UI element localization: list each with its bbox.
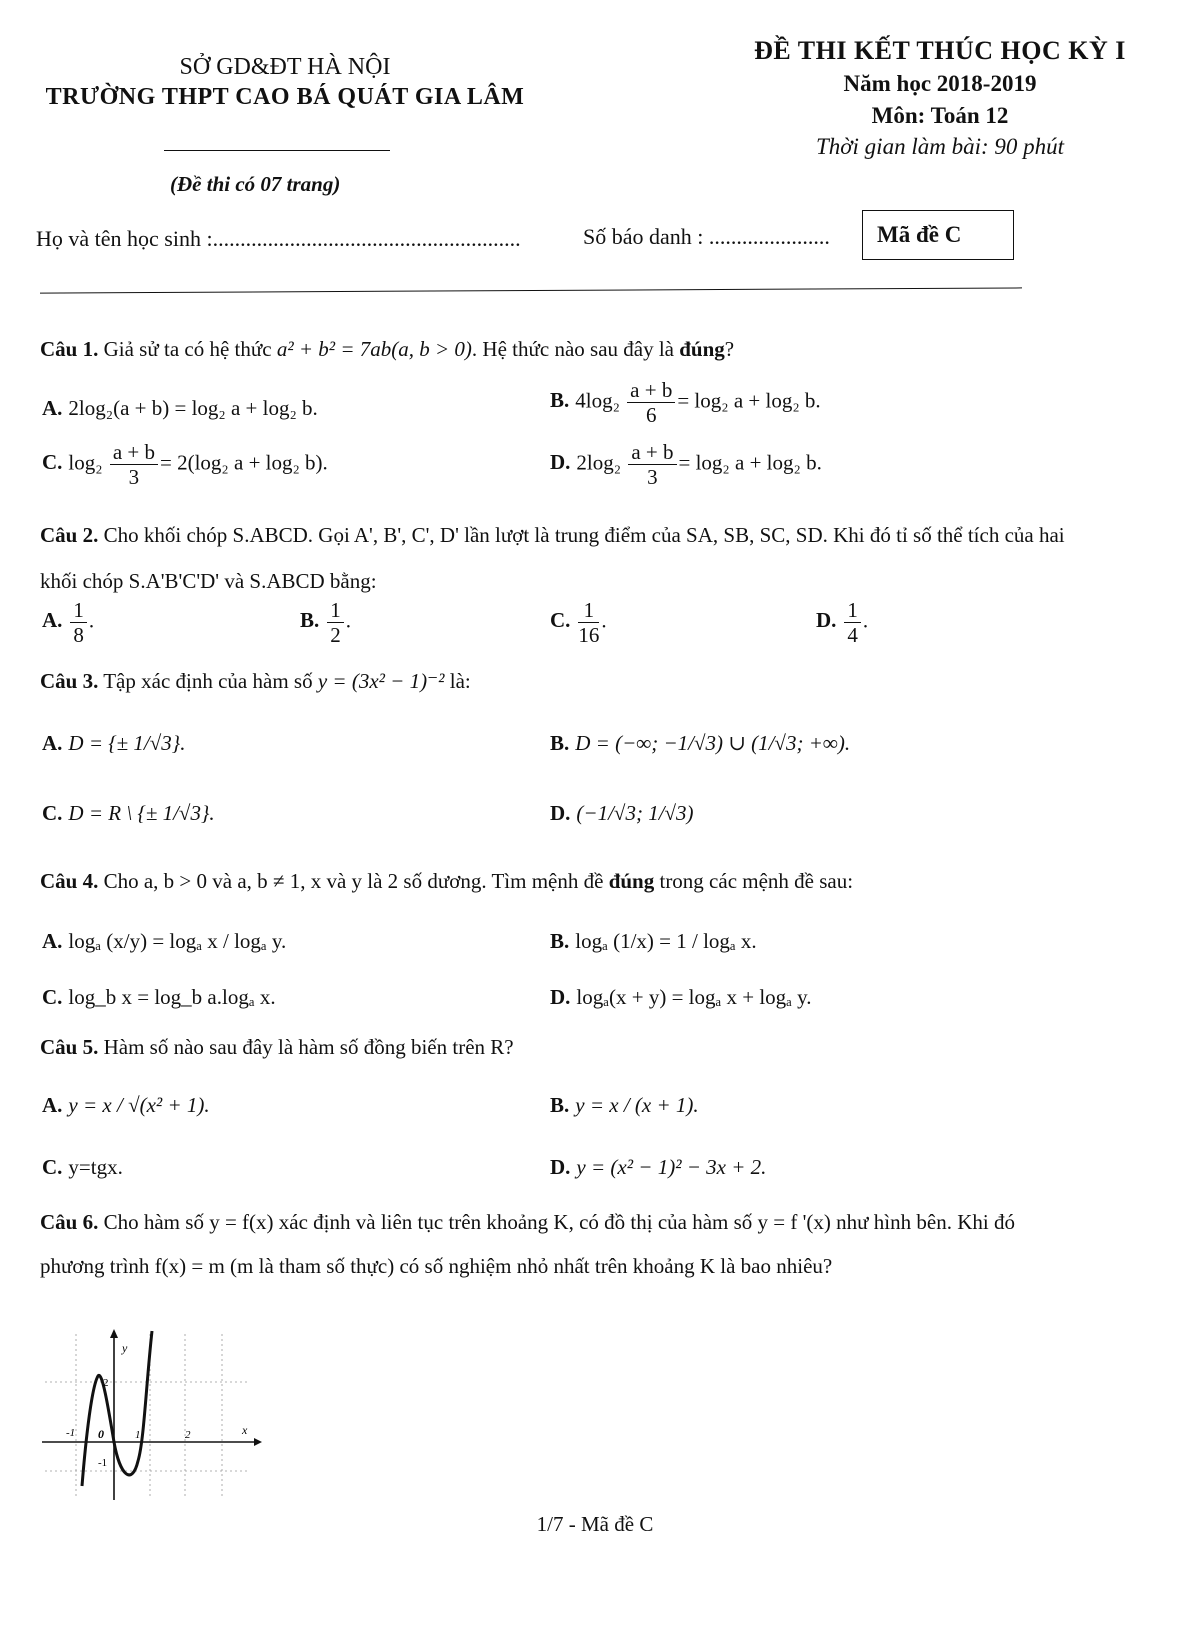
question-stem: Cho khối chóp S.ABCD. Gọi A', B', C', D' lần lượt là trung điểm của SA, SB, SC, SD. Khi đó tỉ số thể tích của hai khối chóp S.A'B'C'D' và S.ABCD bằng: [40, 523, 1065, 593]
tick-label-y2: 2 [103, 1377, 109, 1389]
question-math: a² + b² = 7ab(a, b > 0) [276, 337, 472, 361]
option-text: logₐ (x/y) = logₐ x / logₐ y. [68, 929, 287, 953]
option-5b: B. y = x / (x + 1). [550, 1093, 699, 1117]
question-label: Câu 1. [40, 337, 99, 361]
option-text-cont: = log₂ a + log₂ b. [678, 450, 822, 475]
header-left [0, 52, 570, 112]
question-stem-cont: là: [449, 669, 471, 693]
option-1b: B. 4log₂ $\frac{a + b}{6}$ = log₂ a + log₂ b. [550, 378, 821, 427]
option-3c: C. D = R \ {± 1/√3}. [42, 801, 215, 825]
student-name-field: Họ và tên học sinh :........................................................ [36, 226, 521, 251]
graph-grid [45, 1334, 250, 1496]
tick-label-origin: 0 [98, 1427, 104, 1441]
fraction: $\frac{1}{8}$ [70, 598, 87, 647]
question-label: Câu 4. [40, 869, 99, 893]
question-stem: Giả sử ta có hệ thức [103, 337, 272, 361]
option-2a: A. $\frac{1}{8}$ . [42, 598, 95, 647]
option-text: logₐ(x + y) = logₐ x + logₐ y. [576, 985, 812, 1009]
header-divider-long [40, 287, 1022, 293]
fraction: $\frac{a + b}{6}$ [627, 378, 675, 427]
exam-code-box: Mã đề C [862, 210, 1014, 260]
option-text: 2log₂(a + b) = log₂ a + log₂ b. [68, 396, 318, 420]
school-year: Năm học 2018-2019 [843, 71, 1037, 96]
duration: Thời gian làm bài: 90 phút [815, 134, 1065, 159]
header-divider-short [164, 150, 390, 151]
option-text: y = x / (x + 1). [575, 1093, 699, 1117]
option-4c: C. log_b x = log_b a.logₐ x. [42, 985, 276, 1009]
option-5c: C. y=tgx. [42, 1155, 123, 1179]
option-text: y = (x² − 1)² − 3x + 2. [576, 1155, 767, 1179]
subject: Môn: Toán 12 [871, 103, 1009, 128]
question-stem: Cho hàm số y = f(x) xác định và liên tục trên khoảng K, có đồ thị của hàm số y = f '(x) như hình bên. Khi đó phương trình f(x) = m (m là tham số thực) có số nghiệm nhỏ nhất trên khoảng K là bao nhiêu? [40, 1210, 1015, 1278]
question-1 [40, 334, 1080, 364]
option-text-cont: = 2(log₂ a + log₂ b). [160, 450, 328, 475]
tick-label-y-minus1: -1 [98, 1457, 108, 1469]
page-footer: 1/7 - Mã đề C [536, 1512, 654, 1536]
option-text: (−1/√3; 1/√3) [576, 801, 694, 825]
option-4d: D. logₐ(x + y) = logₐ x + logₐ y. [550, 985, 812, 1009]
question-stem-cont: . Hệ thức nào sau đây là [471, 337, 674, 361]
question-label: Câu 6. [40, 1210, 99, 1234]
emphasis: đúng [679, 337, 725, 361]
fraction: $\frac{1}{2}$ [327, 598, 344, 647]
question-6 [40, 1200, 1080, 1288]
option-3a: A. D = {± 1/√3}. [42, 731, 186, 755]
y-axis-arrow [110, 1329, 118, 1338]
option-text: y=tgx. [68, 1155, 123, 1179]
option-text: y = x / √(x² + 1). [68, 1093, 210, 1117]
question-stem: Tập xác định của hàm số [103, 669, 313, 693]
candidate-number-field: Số báo danh : ...................... [583, 224, 830, 249]
fraction: $\frac{1}{4}$ [844, 598, 861, 647]
question-label: Câu 2. [40, 523, 99, 547]
derivative-graph [40, 1326, 265, 1501]
fraction: $\frac{1}{16}$ [578, 598, 600, 647]
question-2 [40, 512, 1080, 604]
option-5a: A. y = x / √(x² + 1). [42, 1093, 210, 1117]
x-axis-label: x [242, 1423, 248, 1437]
tick-label-x1: 1 [135, 1429, 141, 1441]
option-5d: D. y = (x² − 1)² − 3x + 2. [550, 1155, 767, 1179]
question-stem-end: ? [724, 337, 735, 361]
page-count-note: (Đề thi có 07 trang) [170, 172, 341, 196]
option-text: 4log₂ [575, 388, 620, 413]
option-2b: B. $\frac{1}{2}$ . [300, 598, 352, 647]
question-label: Câu 5. [40, 1035, 99, 1059]
option-1d: D. 2log₂ $\frac{a + b}{3}$ = log₂ a + log₂ b. [550, 440, 822, 489]
option-text: D = R \ {± 1/√3}. [68, 801, 215, 825]
question-stem: Cho a, b > 0 và a, b ≠ 1, x và y là 2 số dương. Tìm mệnh đề [103, 869, 604, 893]
header-right [700, 34, 1180, 162]
option-2d: D. $\frac{1}{4}$ . [816, 598, 869, 647]
exam-title: ĐỀ THI KẾT THÚC HỌC KỲ I [754, 36, 1126, 65]
option-text: D = {± 1/√3}. [68, 731, 186, 755]
option-1c: C. log₂ $\frac{a + b}{3}$ = 2(log₂ a + log₂ b). [42, 440, 328, 489]
y-axis-label: y [122, 1341, 128, 1355]
question-3 [40, 666, 1080, 696]
fraction: $\frac{a + b}{3}$ [628, 440, 676, 489]
option-4b: B. logₐ (1/x) = 1 / logₐ x. [550, 929, 757, 953]
fraction: $\frac{a + b}{3}$ [110, 440, 158, 489]
option-text: logₐ (1/x) = 1 / logₐ x. [575, 929, 757, 953]
option-4a: A. logₐ (x/y) = logₐ x / logₐ y. [42, 929, 287, 953]
question-4 [40, 866, 1080, 896]
question-math: y = (3x² − 1)⁻² [317, 669, 445, 693]
x-axis-arrow [254, 1438, 262, 1446]
question-label: Câu 3. [40, 669, 99, 693]
option-text-cont: = log₂ a + log₂ b. [677, 388, 821, 413]
question-5 [40, 1032, 1080, 1062]
option-3b: B. D = (−∞; −1/√3) ∪ (1/√3; +∞). [550, 731, 851, 755]
department: SỞ GD&ĐT HÀ NỘI [179, 54, 391, 80]
curve-f-prime [82, 1331, 152, 1486]
option-text: 2log₂ [576, 450, 622, 475]
option-3d: D. (−1/√3; 1/√3) [550, 801, 694, 825]
option-text: D = (−∞; −1/√3) ∪ (1/√3; +∞). [575, 731, 851, 755]
tick-label-x-minus1: -1 [66, 1427, 76, 1439]
option-text: log₂ [68, 450, 103, 475]
question-stem-cont: trong các mệnh đề sau: [659, 869, 854, 893]
question-stem: Hàm số nào sau đây là hàm số đồng biến trên R? [103, 1035, 514, 1059]
school-name: TRƯỜNG THPT CAO BÁ QUÁT GIA LÂM [45, 84, 525, 110]
tick-label-x2: 2 [185, 1429, 191, 1441]
emphasis: đúng [608, 869, 655, 893]
option-2c: C. $\frac{1}{16}$ . [550, 598, 607, 647]
option-text: log_b x = log_b a.logₐ x. [68, 985, 276, 1009]
option-1a: A. 2log₂(a + b) = log₂ a + log₂ b. [42, 396, 318, 420]
